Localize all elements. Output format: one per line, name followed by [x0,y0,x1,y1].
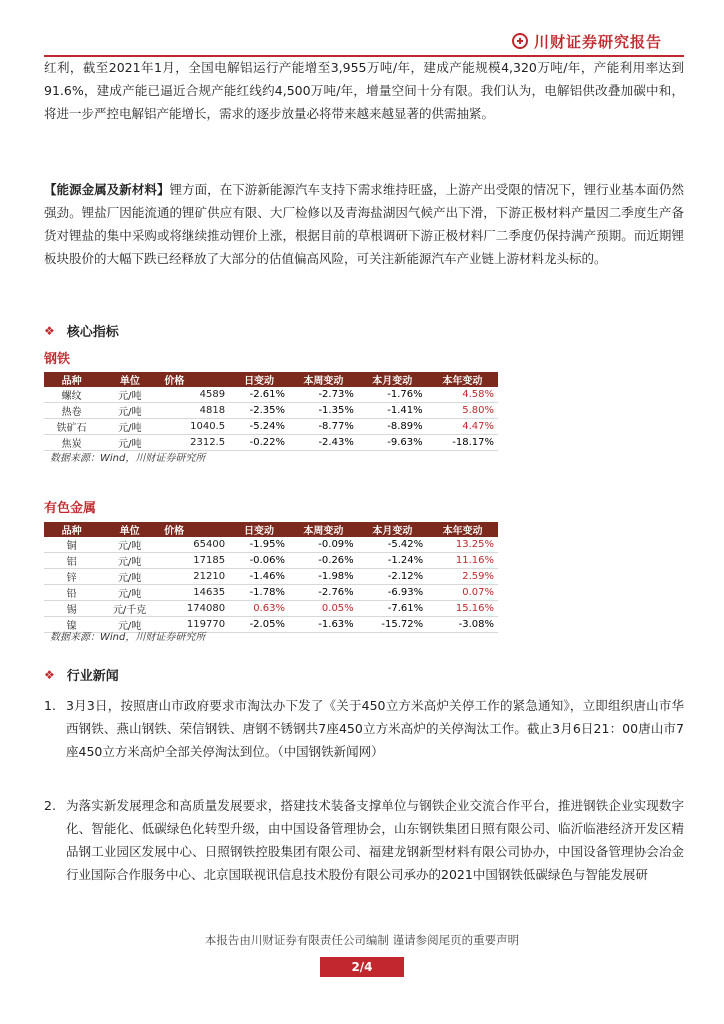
section-industry-news [44,665,119,684]
cell-day-change: -5.24% [229,419,289,435]
table-row [44,553,498,569]
cell-name: 铅 [44,585,99,601]
cell-week-change: -2.73% [289,387,358,403]
column-header: 本周变动 [289,522,358,537]
cell-name: 镍 [44,617,99,633]
header-logo [512,30,662,52]
cell-name: 锡 [44,601,99,617]
cell-week-change: -8.77% [289,419,358,435]
cell-year-change: -3.08% [427,617,498,633]
cell-year-change: 5.80% [427,403,498,419]
cell-unit: 元/吨 [99,387,160,403]
section-title: 核心指标 [66,325,119,340]
table-header-row [44,522,498,537]
cell-year-change: 0.07% [427,585,498,601]
cell-unit: 元/吨 [99,537,160,553]
paragraph-lead: 【能源金属及新材料】 [44,182,170,197]
cell-name: 热卷 [44,403,99,419]
cell-day-change: -1.78% [229,585,289,601]
cell-unit: 元/吨 [99,553,160,569]
cell-month-change: -8.89% [358,419,427,435]
column-header: 价格 [160,522,229,537]
table-row [44,585,498,601]
cell-name: 焦炭 [44,435,99,451]
cell-day-change: -0.06% [229,553,289,569]
cell-month-change: -9.63% [358,435,427,451]
column-header: 本年变动 [427,372,498,387]
column-header: 日变动 [229,522,289,537]
cell-month-change: -2.12% [358,569,427,585]
table-header-row [44,372,498,387]
cell-week-change: -2.43% [289,435,358,451]
cell-price: 17185 [160,553,229,569]
cell-month-change: -7.61% [358,601,427,617]
table-row [44,569,498,585]
news-text: 3月3日，按照唐山市政府要求市淘汰办下发了《关于450立方米高炉关停工作的紧急通知》，立即组织唐山市华西钢铁、燕山钢铁、荣信钢铁、唐钢不锈钢共7座450立方米高炉的关停淘汰工作。截止3月6日21：00唐山市7座450立方米高炉全部关停淘汰到位。（中国钢铁新闻网） [66,698,684,759]
news-item [44,694,684,763]
cell-name: 铝 [44,553,99,569]
cell-name: 铁矿石 [44,419,99,435]
paragraph-energy-metals [44,178,684,270]
table-row [44,387,498,403]
cell-day-change: -2.35% [229,403,289,419]
subheading-steel: 钢铁 [44,352,71,367]
news-number: 1. [44,698,56,713]
cell-price: 4589 [160,387,229,403]
cell-year-change: 11.16% [427,553,498,569]
cell-day-change: -0.22% [229,435,289,451]
cell-month-change: -1.24% [358,553,427,569]
cell-price: 21210 [160,569,229,585]
cell-day-change: -1.95% [229,537,289,553]
cell-day-change: -2.05% [229,617,289,633]
column-header: 单位 [99,522,160,537]
cell-week-change: -1.63% [289,617,358,633]
diamond-bullet-icon: ❖ [44,323,55,338]
cell-year-change: -18.17% [427,435,498,451]
cell-month-change: -15.72% [358,617,427,633]
cell-week-change: -0.09% [289,537,358,553]
cell-unit: 元/吨 [99,419,160,435]
column-header: 品种 [44,372,99,387]
news-text: 为落实新发展理念和高质量发展要求，搭建技术装备支撑单位与钢铁企业交流合作平台，推进钢铁企业实现数字化、智能化、低碳绿色化转型升级，由中国设备管理协会，山东钢铁集团日照有限公司、临沂临港经济开发区精品钢工业园区发展中心、日照钢铁控股集团有限公司、福建龙钢新型材料有限公司协办，中国设备管理协会冶金行业国际合作服务中心、北京国联视讯信息技术股份有限公司承办的2021中国钢铁低碳绿色与智能发展研 [66,798,684,882]
cell-price: 119770 [160,617,229,633]
column-header: 本周变动 [289,372,358,387]
brand-logo-icon [512,33,528,49]
cell-price: 65400 [160,537,229,553]
column-header: 价格 [160,372,229,387]
cell-name: 螺纹 [44,387,99,403]
cell-price: 4818 [160,403,229,419]
steel-table [44,372,498,451]
paragraph-aluminum: 红利，截至2021年1月，全国电解铝运行产能增至3,955万吨/年，建成产能规模4,320万吨/年，产能利用率达到91.6%，建成产能已逼近合规产能红线约4,500万吨/年，增量空间十分有限。我们认为，电解铝供改叠加碳中和，将进一步严控电解铝产能增长，需求的逐步放量必将带来越来越显著的供需抽紧。 [44,60,684,121]
subheading-nonferrous: 有色金属 [44,501,97,516]
cell-year-change: 15.16% [427,601,498,617]
column-header: 日变动 [229,372,289,387]
table-row [44,403,498,419]
cell-year-change: 4.58% [427,387,498,403]
header-title: 川财证券研究报告 [534,32,663,51]
cell-name: 铜 [44,537,99,553]
cell-month-change: -1.41% [358,403,427,419]
cell-price: 14635 [160,585,229,601]
source-note: 数据来源：Wind，川财证券研究所 [50,453,206,464]
cell-unit: 元/千克 [99,601,160,617]
column-header: 本年变动 [427,522,498,537]
column-header: 本月变动 [358,372,427,387]
cell-week-change: -0.26% [289,553,358,569]
cell-year-change: 13.25% [427,537,498,553]
table-row [44,537,498,553]
metals-table [44,522,498,633]
news-item [44,794,684,886]
cell-month-change: -5.42% [358,537,427,553]
cell-day-change: -1.46% [229,569,289,585]
column-header: 品种 [44,522,99,537]
cell-price: 1040.5 [160,419,229,435]
cell-name: 锌 [44,569,99,585]
cell-year-change: 4.47% [427,419,498,435]
cell-week-change: -2.76% [289,585,358,601]
section-core-indicators [44,321,119,340]
cell-unit: 元/吨 [99,435,160,451]
section-title: 行业新闻 [66,669,119,684]
cell-week-change: -1.98% [289,569,358,585]
page-number: 2/4 [320,957,404,977]
column-header: 单位 [99,372,160,387]
cell-unit: 元/吨 [99,585,160,601]
cell-year-change: 2.59% [427,569,498,585]
cell-month-change: -1.76% [358,387,427,403]
news-number: 2. [44,798,56,813]
column-header: 本月变动 [358,522,427,537]
cell-day-change: -2.61% [229,387,289,403]
footer-disclaimer: 本报告由川财证券有限责任公司编制 谨请参阅尾页的重要声明 [204,933,520,947]
cell-month-change: -6.93% [358,585,427,601]
paragraph-body: 锂方面，在下游新能源汽车支持下需求维持旺盛，上游产出受限的情况下，锂行业基本面仍然强劲。锂盐厂因能流通的锂矿供应有限、大厂检修以及青海盐湖因气候产出下滑，下游正极材料产量因二季度生产备货对锂盐的集中采购或将继续推动锂价上涨，根据目前的草根调研下游正极材料厂二季度仍保持满产预期。而近期锂板块股价的大幅下跌已经释放了大部分的估值偏高风险，可关注新能源汽车产业链上游材料龙头标的。 [44,182,684,266]
table-row [44,419,498,435]
cell-day-change: 0.63% [229,601,289,617]
cell-week-change: -1.35% [289,403,358,419]
cell-unit: 元/吨 [99,403,160,419]
cell-price: 174080 [160,601,229,617]
cell-price: 2312.5 [160,435,229,451]
diamond-bullet-icon: ❖ [44,667,55,682]
cell-unit: 元/吨 [99,569,160,585]
source-note: 数据来源：Wind，川财证券研究所 [50,632,206,643]
table-row [44,601,498,617]
cell-unit: 元/吨 [99,617,160,633]
cell-week-change: 0.05% [289,601,358,617]
